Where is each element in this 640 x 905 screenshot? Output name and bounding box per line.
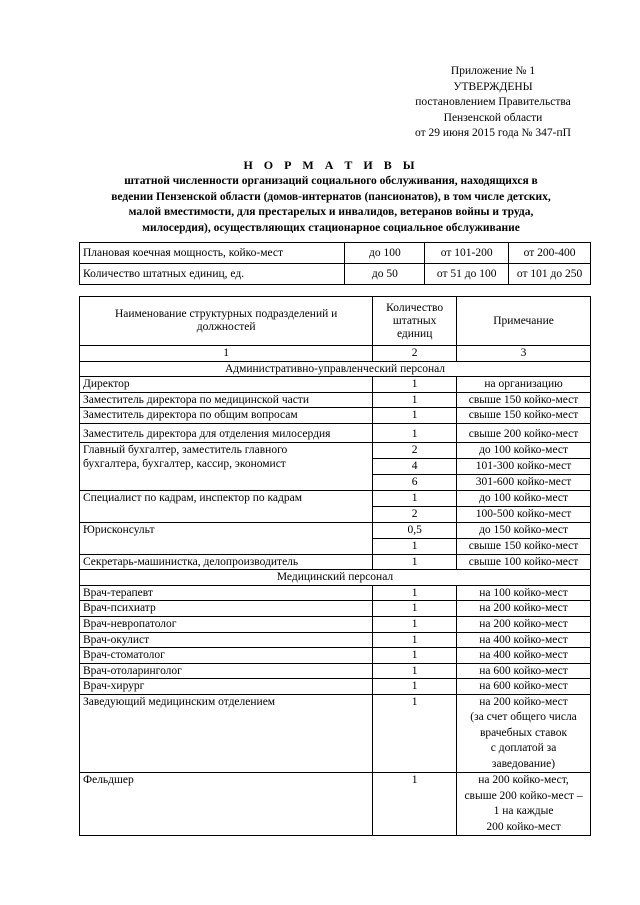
position-qty: 1	[373, 773, 457, 836]
position-note	[457, 694, 591, 773]
table-row	[80, 601, 591, 617]
position-note: на 400 койко-мест	[457, 632, 591, 648]
approved-label: УТВЕРЖДЕНЫ	[453, 80, 533, 93]
position-qty: 1	[373, 392, 457, 408]
note-value: 301-600 койко-мест	[457, 474, 590, 490]
qty-value: 0,5	[407, 523, 422, 536]
position-name: Врач-психиатр	[80, 601, 373, 617]
position-qty	[373, 522, 457, 554]
position-qty: 1	[373, 377, 457, 393]
position-note: свыше 150 койко-мест	[457, 392, 591, 408]
qty-value: 4	[373, 458, 456, 474]
col-number: 2	[373, 346, 457, 362]
qty-value: 6	[373, 474, 456, 490]
table-row	[80, 490, 591, 522]
table-row	[80, 264, 591, 285]
header-col-name: Наименование структурных подразделений и должностей	[80, 297, 373, 346]
capacity-value: от 51 до 100	[425, 264, 509, 285]
position-name-line: бухгалтера, бухгалтер, кассир, экономист	[83, 458, 286, 471]
section-row	[80, 570, 591, 586]
capacity-table	[79, 242, 591, 285]
position-note: свыше 150 койко-мест	[457, 408, 591, 424]
position-name: Заведующий медицинским отделением	[80, 694, 373, 773]
table-row	[80, 585, 591, 601]
position-note	[457, 522, 591, 554]
section-medical: Медицинский персонал	[80, 570, 591, 586]
heading-line: ведении Пензенской области (домов-интернатов (пансионатов), в том числе детских,	[111, 190, 551, 203]
note-line: (за счет общего числа	[470, 711, 577, 724]
position-qty: 1	[373, 663, 457, 679]
position-qty	[373, 442, 457, 490]
capacity-value: от 101-200	[425, 243, 509, 264]
col-number: 3	[457, 346, 591, 362]
position-note: на 600 койко-мест	[457, 679, 591, 695]
qty-value: 1	[411, 491, 418, 504]
position-qty: 1	[373, 601, 457, 617]
capacity-label: Количество штатных единиц, ед.	[80, 264, 345, 285]
position-name-line: Главный бухгалтер, заместитель главного	[83, 443, 288, 456]
position-note: на 600 койко-мест	[457, 663, 591, 679]
capacity-value: от 200-400	[509, 243, 591, 264]
table-row	[80, 632, 591, 648]
qty-value: 1	[373, 538, 456, 554]
position-qty: 1	[373, 632, 457, 648]
approval-block	[398, 64, 588, 142]
note-line: врачебных ставок	[479, 726, 568, 739]
note-line: на 200 койко-мест,	[478, 774, 569, 787]
position-qty: 1	[373, 554, 457, 570]
position-qty: 1	[373, 408, 457, 424]
position-name: Врач-отоларинголог	[80, 663, 373, 679]
note-line: 1 на каждые	[493, 805, 554, 818]
section-admin: Административно-управленческий персонал	[80, 361, 591, 377]
position-note	[457, 442, 591, 490]
note-line: на 200 койко-мест	[479, 695, 568, 708]
header-col-qty: Количество штатных единиц	[373, 297, 457, 346]
note-value: 100-500 койко-мест	[457, 506, 590, 522]
position-qty: 1	[373, 694, 457, 773]
position-note: свыше 100 койко-мест	[457, 554, 591, 570]
resolution-label: постановлением Правительства	[415, 96, 571, 108]
note-line: свыше 200 койко-мест –	[464, 789, 583, 802]
staff-table	[79, 296, 591, 836]
table-row	[80, 694, 591, 773]
position-note: на организацию	[457, 377, 591, 393]
position-name: Врач-терапевт	[80, 585, 373, 601]
table-row	[80, 554, 591, 570]
position-name: Заместитель директора по общим вопросам	[80, 408, 373, 424]
position-qty: 1	[373, 616, 457, 632]
position-name: Секретарь-машинистка, делопроизводитель	[80, 554, 373, 570]
table-row	[80, 392, 591, 408]
position-name: Директор	[80, 377, 373, 393]
position-name: Специалист по кадрам, инспектор по кадрам	[80, 490, 373, 522]
note-value: до 100 койко-мест	[479, 491, 568, 504]
position-qty: 1	[373, 423, 457, 442]
position-name: Юрисконсульт	[80, 522, 373, 554]
position-note: на 200 койко-мест	[457, 601, 591, 617]
appendix-label: Приложение № 1	[450, 65, 536, 77]
position-name: Заместитель директора по медицинской части	[80, 392, 373, 408]
position-note	[457, 490, 591, 522]
capacity-value: от 101 до 250	[509, 264, 591, 285]
position-name: Врач-хирург	[80, 679, 373, 695]
note-value: свыше 150 койко-мест	[457, 538, 590, 554]
position-name	[80, 442, 373, 490]
position-note: на 200 койко-мест	[457, 616, 591, 632]
table-row	[80, 377, 591, 393]
table-row	[80, 663, 591, 679]
table-header-row	[80, 297, 591, 346]
note-value: до 150 койко-мест	[479, 523, 568, 536]
note-line: с доплатой за	[490, 742, 557, 755]
position-note	[457, 773, 591, 836]
document-title: Н О Р М А Т И В Ы	[243, 158, 419, 172]
position-qty	[373, 490, 457, 522]
table-row	[80, 648, 591, 664]
position-name: Врач-стоматолог	[80, 648, 373, 664]
heading-line: штатной численности организаций социального обслуживания, находящихся в	[124, 175, 538, 187]
note-line: заведование)	[491, 757, 556, 770]
qty-value: 2	[411, 443, 418, 456]
position-note: на 100 койко-мест	[457, 585, 591, 601]
table-row	[80, 442, 591, 490]
heading-line: милосердия), осуществляющих стационарное социальное обслуживание	[142, 221, 520, 234]
position-qty: 1	[373, 648, 457, 664]
position-name: Врач-невропатолог	[80, 616, 373, 632]
qty-value: 2	[373, 506, 456, 522]
capacity-label: Плановая коечная мощность, койко-мест	[80, 243, 345, 264]
col-number: 1	[80, 346, 373, 362]
table-row	[80, 522, 591, 554]
position-name: Врач-окулист	[80, 632, 373, 648]
table-row	[80, 408, 591, 424]
section-row	[80, 361, 591, 377]
table-row	[80, 423, 591, 442]
note-line: 200 койко-мест	[486, 820, 561, 833]
document-heading	[78, 158, 584, 236]
position-note: свыше 200 койко-мест	[457, 423, 591, 442]
heading-line: малой вместимости, для престарелых и инвалидов, ветеранов войны и труда,	[128, 206, 534, 218]
capacity-value: до 100	[345, 243, 425, 264]
position-name: Заместитель директора для отделения милосердия	[80, 423, 373, 442]
column-numbers-row	[80, 346, 591, 362]
header-col-note: Примечание	[457, 297, 591, 346]
position-qty: 1	[373, 585, 457, 601]
position-note: на 400 койко-мест	[457, 648, 591, 664]
table-row	[80, 243, 591, 264]
note-value: 101-300 койко-мест	[457, 458, 590, 474]
date-number-label: от 29 июня 2015 года № 347-пП	[415, 127, 571, 139]
region-label: Пензенской области	[443, 111, 543, 124]
table-row	[80, 679, 591, 695]
position-qty: 1	[373, 679, 457, 695]
table-row	[80, 616, 591, 632]
position-name: Фельдшер	[80, 773, 373, 836]
table-row	[80, 773, 591, 836]
note-value: до 100 койко-мест	[479, 443, 568, 456]
capacity-value: до 50	[345, 264, 425, 285]
